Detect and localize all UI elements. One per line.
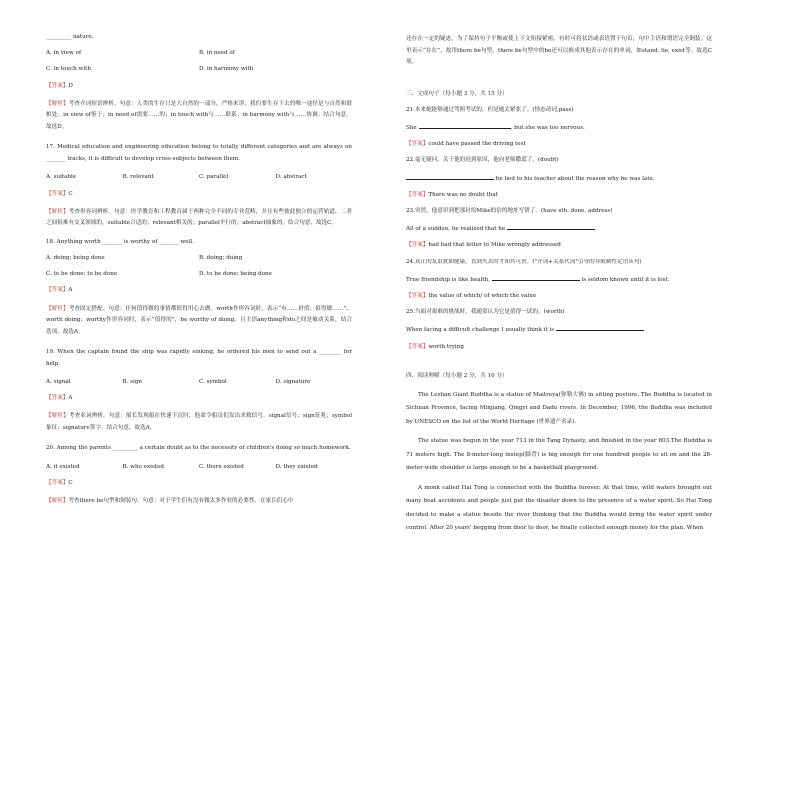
q22-line-text: he lied to his teacher about the reason why he was late.	[495, 175, 655, 182]
q24-stem: 24.真正的友谊犹如健康，直到失去时才知其可贵。("介词+关系代词"引导的非限制性定语从句)	[406, 258, 642, 265]
q22-stem: 22.毫无疑问，关于他的迟到原因，他向老师撒谎了。(doubt)	[406, 157, 559, 164]
q18-answer	[46, 287, 352, 294]
right-column	[406, 34, 712, 536]
q19-options	[46, 379, 352, 386]
answer-value: D	[68, 82, 73, 89]
answer-tag: 【答案】	[46, 82, 69, 89]
q20-analysis	[46, 496, 352, 508]
q18-analysis	[46, 304, 352, 339]
analysis-text: 考查名词辨析。句意：船长发现船在快速下沉时，他命令船员们发出求救信号。signal信号；sign征兆；symbol象征；signature签字。结合句意，故选A。	[46, 413, 352, 431]
q21-stem: 21.本来她能够通过驾照考试的，但是她太紧张了。(情态动词,pass)	[406, 106, 574, 113]
answer-value: There was no doubt that	[428, 191, 498, 198]
answer-tag: 【答案】	[406, 343, 429, 350]
q16-stem-tail: _________ nature.	[46, 34, 94, 40]
q23-line-text: All of a sudden, he realized that he	[406, 226, 506, 233]
q20-option-c: C. there existed	[199, 463, 244, 470]
q19-option-a: A. signal	[46, 379, 71, 386]
q19-option-d: D. signature	[275, 379, 311, 386]
analysis-tag: 【解析】	[46, 208, 69, 215]
q25-answer	[406, 344, 712, 351]
q18-options-row-1	[46, 255, 352, 262]
analysis-tag: 【解析】	[46, 305, 69, 312]
left-column	[46, 34, 352, 508]
analysis-tag: 【解析】	[46, 100, 69, 107]
q19-stem: 19. When the captain found the ship was rapidly sinking, he ordered his men to send out a ________ for help.	[46, 349, 352, 367]
q23-stem: 23.突然，他意识到把那封给Mike的信的地址写错了。(have sth. done, address)	[406, 207, 613, 214]
q17-option-b: B. relevant	[122, 174, 154, 181]
answer-value: the value of which/ of which the value	[428, 292, 537, 299]
q16-option-d: D. in harmony with	[199, 66, 254, 73]
q18-option-c: C. to be done; to be done	[46, 271, 118, 278]
q25-blank	[556, 325, 644, 331]
q21-line-end: , but she was too nervous.	[510, 124, 585, 131]
q19-option-c: C. symbol	[199, 379, 227, 386]
q17-stem: 17. Medical education and engineering education belong to totally different categories and are always on _______ tracks, it is difficult to develop cross-subjects between them.	[46, 144, 352, 162]
q16-options-row-2	[46, 66, 352, 73]
q18-stem: 18. Anything worth _______ is worthy of _______ well.	[46, 238, 194, 245]
answer-tag: 【答案】	[406, 141, 429, 148]
section-3-title: 三、完成句子（每小题 3 分，共 15 分）	[406, 90, 508, 97]
answer-tag: 【答案】	[46, 395, 69, 402]
q23-line	[406, 224, 712, 233]
answer-value: could have passed the driving test	[428, 141, 526, 148]
answer-value: C	[68, 480, 73, 487]
q23-answer	[406, 242, 712, 249]
answer-tag: 【答案】	[406, 191, 429, 198]
analysis-tag: 【解析】	[46, 413, 69, 420]
q19-analysis	[46, 411, 352, 434]
q18-option-a: A. doing; being done	[46, 254, 105, 261]
q24-line	[406, 275, 712, 284]
q17-option-a: A. suitable	[46, 174, 77, 181]
q16-answer	[46, 83, 352, 90]
answer-tag: 【答案】	[406, 242, 429, 249]
q20-stem: 20. Among the parents _________ a certain doubt as to the necessity of children's doing so much homework.	[46, 445, 351, 452]
q19-option-b: B. sign	[122, 379, 143, 386]
answer-value: C	[68, 190, 73, 197]
answer-value: A	[68, 287, 73, 294]
q20-option-a: A. it existed	[46, 463, 80, 470]
q16-option-b: B. in need of	[199, 50, 235, 57]
analysis-tag: 【解析】	[46, 498, 69, 505]
q21-line-start: She	[406, 124, 417, 131]
q20-options	[46, 464, 352, 471]
q17-analysis	[46, 207, 352, 230]
answer-tag: 【答案】	[46, 287, 69, 294]
q20-answer	[46, 480, 352, 487]
q18-option-b: B. doing; doing	[199, 254, 243, 261]
answer-tag: 【答案】	[46, 480, 69, 487]
analysis-text: 考查固定搭配。句意：任何值得做的事情都值得用心去做。worth作形容词时，表示“有……价值；值得做……”，worth doing；worthy作形容词时，表示“值得的”，be worthy of doing。且主语anything和do之间是被动关系，结合选项，故选A。	[46, 305, 352, 335]
analysis-text: 考查形容词辨析。句意：医学教育和工程教育属于两种完全不同的专业范畴，并且有些彼此独立的运营轨道，二者之间很难有交叉领域的。suitable合适的；relevant相关的；parallel平行的；abstract抽象的。结合句意，故选C。	[46, 208, 352, 227]
passage-paragraph-1: The Leshan Giant Buddha is a statue of Maitreya(弥勒大佛) in sitting posture. The Buddha is located in Sichuan Province, facing Minjiang, Qingyi and Dadu rivers. In December, 1996, the Buddha was included by UNESCO on the list of the World Heritage (世界遗产名录).	[406, 391, 712, 425]
analysis-text: 考查there be句型和倒装句。句意：对于学生们有没有做太多作业的必要性，在家长们心中	[68, 498, 294, 505]
q17-answer	[46, 191, 352, 198]
q20-analysis-continued: 还存在一定的疑虑。为了保持句子平衡或使上下文衔接紧密，有时可将状语或表语置于句首，句中主语和谓语完全倒装。这里表示“存在”，故用there be句型。there be句型中的be还可以换成其他表示存在的单词，如stand, lie, exist等。故选C项。	[406, 36, 712, 65]
answer-tag: 【答案】	[46, 190, 69, 197]
q22-line	[406, 174, 712, 183]
analysis-text: 考查介词短语辨析。句意：人类的生存只是大自然的一部分，严格来讲，我们要生存下去的唯一途径是与自然和谐相处。in view of鉴于；in need of需要……的；in touch with与……联系；in harmony with与……协调。结合句意，故选D。	[46, 100, 352, 130]
q17-option-c: C. parallel	[199, 174, 229, 181]
answer-tag: 【答案】	[406, 292, 429, 299]
q24-answer	[406, 293, 712, 300]
q24-line-end: is seldom known until it is lost.	[581, 276, 670, 283]
q23-blank	[507, 224, 595, 230]
q22-answer	[406, 192, 712, 199]
q21-line	[406, 123, 712, 132]
answer-value: A	[68, 395, 73, 402]
q17-option-d: D. abstract	[275, 174, 307, 181]
q19-answer	[46, 395, 352, 402]
passage-paragraph-2: The statue was begun in the year 713 in the Tang Dynasty, and finished in the year 803.The Buddha is 71 meters high. The 8-meter-long instep(脚背) is big enough for one hundred people to sit on and the 28-meter-wide shoulder is large enough to be a basketball playground.	[406, 438, 712, 472]
q25-stem: 25.当面对艰难的挑战时，我通常认为它是值得一试的。(worth)	[406, 309, 565, 316]
q20-option-b: B. who existed	[122, 463, 164, 470]
q22-blank	[406, 174, 494, 180]
q16-option-c: C. in touch with	[46, 66, 91, 73]
section-4-title: 四、阅读理解（每小题 2 分，共 10 分）	[406, 372, 508, 379]
q24-line-start: True friendship is like health,	[406, 276, 490, 283]
answer-value: had had that letter to Mike wrongly addressed	[428, 242, 561, 249]
answer-value: worth trying	[428, 343, 464, 350]
q24-blank	[492, 275, 580, 281]
q16-options-row-1	[46, 50, 352, 57]
q20-option-d: D. they existed	[275, 463, 318, 470]
q21-blank	[419, 123, 511, 129]
q21-answer	[406, 141, 712, 148]
q18-option-d: D. to be done; being done	[199, 271, 272, 278]
q17-options	[46, 174, 352, 181]
q16-option-a: A. in view of	[46, 50, 82, 57]
q18-options-row-2	[46, 271, 352, 278]
q25-line	[406, 325, 712, 334]
passage-paragraph-3: A monk called Hai Tong is connected with the Buddha forever. At that time, wild waters brought out many boat accidents and people just put the disaster down to the presence of a water spirit. So Hai Tong decided to make a statue beside the river thinking that the Buddha would bring the water spirit under control. After 20 years' begging from door to door, he finally collected enough money for the plan. When	[406, 484, 712, 532]
q16-analysis	[46, 99, 352, 134]
q25-line-text: When facing a difficult challenge I usually think it is	[406, 327, 555, 334]
